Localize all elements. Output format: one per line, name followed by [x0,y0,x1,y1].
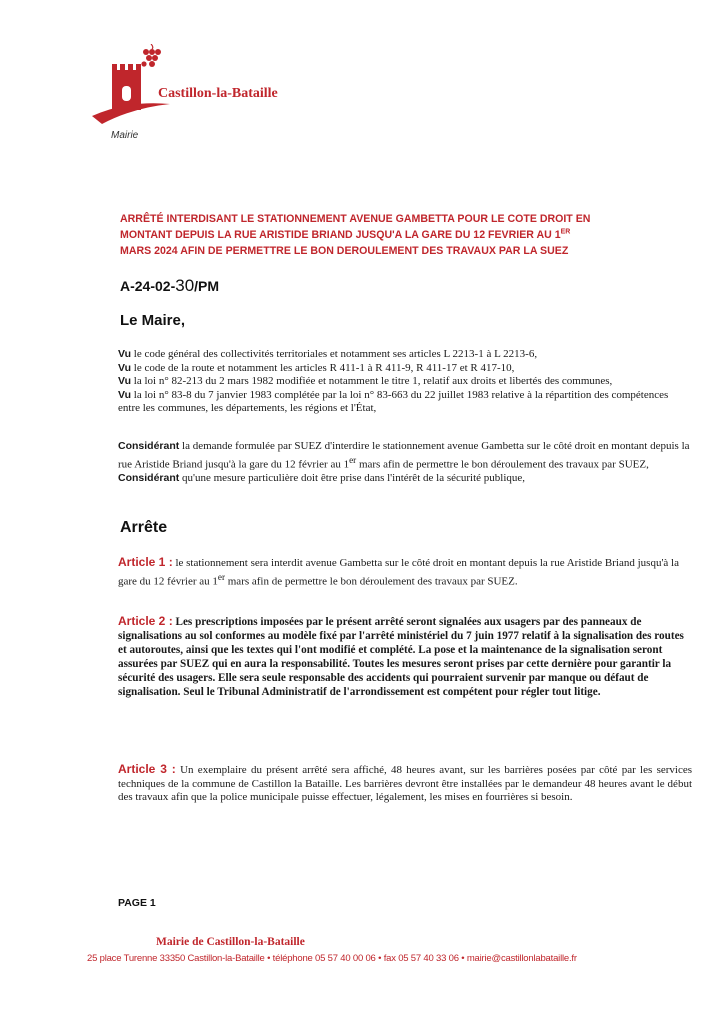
article-text: le stationnement sera interdit avenue Gambetta sur le côté droit en montant depuis la rue Aristide Briand jusqu'à la gare du 12 février au 1 [118,557,679,588]
considerant-item [118,440,692,472]
considerant-section [118,440,692,485]
article-3 [118,763,692,805]
footer-separator: • [267,953,271,964]
title-superscript: ER [560,228,571,236]
footer-fax: fax 05 57 40 33 06 [383,953,459,964]
decree-title [120,211,680,259]
vu-label: Vu [118,388,132,401]
article-superscript: er [217,571,225,582]
article-2 [118,614,692,699]
footer-separator: • [378,953,382,964]
footer-email: mairie@castillonlabataille.fr [466,953,577,964]
considerant-label: Considérant [118,471,180,484]
article-label: Article 1 : [118,555,173,569]
vu-text: le code général des collectivités territoriales et notamment ses articles L 2213-1 à L 2213-6, [131,348,538,360]
article-text-after: mars afin de permettre le bon déroulement des travaux par SUEZ. [225,575,518,588]
castle-logo-icon [88,44,172,126]
vu-label: Vu [118,361,132,374]
title-line-text: MONTANT DEPUIS LA RUE ARISTIDE BRIAND JUSQU'A LA GARE DU 12 FEVRIER AU 1 [120,229,561,241]
vu-item [118,375,692,389]
vu-item [118,362,692,376]
vu-text: le code de la route et notamment les articles R 411-1 à R 411-9, R 411-17 et R 417-10, [131,361,515,374]
considerant-item [118,472,692,486]
logo-subtitle: Mairie [111,130,139,141]
page-number: PAGE 1 [118,897,156,909]
article-text: Les prescriptions imposées par le présent arrêté seront signalées aux usagers par des panneaux de signalisations au sol conformes au modèle fixé par l'arrêté ministériel du 7 juin 1977 relatif à la signalisation des routes et autoroutes, ainsi que les textes qui l'ont modifié et complété. La pose et la maintenance de la signalisation seront assurées par SUEZ qui en aura la responsabilité. Toutes les mesures seront prises par cette dernière pour garantir la sécurité des usagers. Elle sera seule responsable des accidents qui pourraient survenir par manque ou défaut de signalisation. Seul le Tribunal Administratif de l'arrondissement est compétent pour régler tout litige. [118,616,684,698]
vu-item [118,348,692,362]
title-line: MARS 2024 AFIN DE PERMETTRE LE BON DEROULEMENT DES TRAVAUX PAR LA SUEZ [120,245,569,257]
considerant-text-after: mars afin de permettre le bon déroulement des travaux par SUEZ, [356,458,649,471]
title-line: ARRÊTÉ INTERDISANT LE STATIONNEMENT AVENUE GAMBETTA POUR LE COTE DROIT EN [120,213,591,225]
reference-suffix: /PM [194,278,220,294]
vu-text: la loi n° 83-8 du 7 janvier 1983 complétée par la loi n° 83-663 du 22 juillet 1983 relative à la répartition des compétences entre les communes, les départements, les régions et l'État, [118,388,669,414]
vu-label: Vu [118,348,132,360]
heading-arrete: Arrête [120,519,168,536]
title-line [120,227,680,243]
footer-address: 25 place Turenne 33350 Castillon-la-Bataille [87,953,265,964]
footer-contact-line [87,953,702,964]
considerant-text: la demande formulée par SUEZ d'interdire le stationnement avenue Gambetta sur le côté droit en montant depuis la rue Aristide Briand jusqu'à la gare du 12 février au 1 [118,440,690,471]
heading-le-maire: Le Maire, [120,312,186,329]
reference-number-handwritten: 30 [175,276,195,295]
reference-prefix: A-24-02- [120,278,176,294]
footer-town-hall-name: Mairie de Castillon-la-Bataille [156,936,305,948]
decree-reference [120,276,219,296]
vu-item [118,389,692,416]
vu-section [118,348,692,416]
article-label: Article 2 : [118,614,173,628]
logo-town-name: Castillon-la-Bataille [158,86,278,101]
footer-separator: • [461,953,465,964]
article-text: Un exemplaire du présent arrêté sera affiché, 48 heures avant, sur les barrières posées par côté par les services techniques de la commune de Castillon la Bataille. Les barrières devront être installées par le demandeur 48 heures avant le début des travaux afin que la police municipale puisse effectuer, légalement, les mises en fourrières si besoin. [118,764,692,803]
footer-phone: téléphone 05 57 40 00 06 [272,953,376,964]
article-label: Article 3 : [118,762,176,776]
vu-text: la loi n° 82-213 du 2 mars 1982 modifiée et notamment le titre 1, relatif aux droits et libertés des communes, [131,375,613,387]
considerant-text: qu'une mesure particulière doit être prise dans l'intérêt de la sécurité publique, [179,471,526,484]
considerant-label: Considérant [118,440,180,452]
considerant-superscript: er [349,454,357,465]
article-1 [118,556,692,589]
vu-label: Vu [118,375,132,387]
